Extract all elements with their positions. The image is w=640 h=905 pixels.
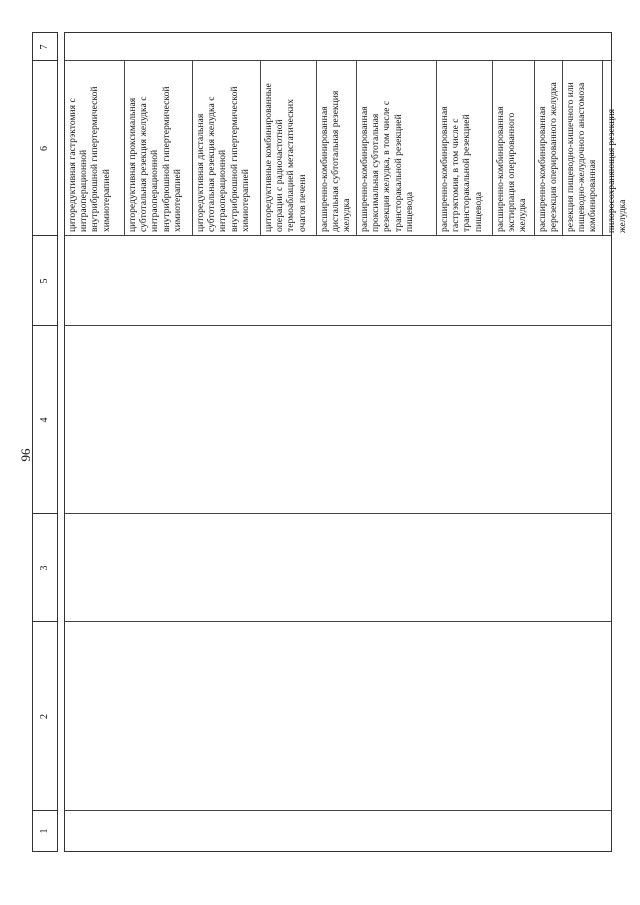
column-divider xyxy=(65,325,611,326)
procedure-item: циторедуктивная гастрэктомия с интраоперационной внутрибрюшной гипертермической химиотерапией xyxy=(65,61,125,235)
procedure-list xyxy=(65,61,611,235)
column-divider xyxy=(65,513,611,514)
column-number-2: 2 xyxy=(33,621,57,811)
column-number-header xyxy=(32,32,58,852)
procedure-item: циторедуктивная дистальная субтотальная резекция желудка с интраоперационной внутрибрюшной гипертермической химиотерапией xyxy=(193,61,261,235)
procedure-item: резекция пищеводно-кишечного или пищеводно-желудочного анастомоза комбинированная xyxy=(563,61,603,235)
procedure-item: расширенно-комбинированная гастрэктомия, в том числе с трансторакальной резекцией пищевода xyxy=(437,61,493,235)
column-number-7: 7 xyxy=(39,44,50,50)
column-number-5: 5 xyxy=(33,235,57,326)
page-number: 96 xyxy=(18,448,33,462)
column-number-4: 4 xyxy=(33,325,57,514)
procedures-table xyxy=(64,32,612,852)
procedure-item: циторедуктивные комбинированные операции с радиочастотной термоаблацией метастатических очагов печени xyxy=(261,61,317,235)
column-divider xyxy=(65,621,611,622)
column-number-6: 6 xyxy=(33,60,57,236)
procedure-item: расширенно-комбинированная дистальная субтотальная резекция желудка xyxy=(317,61,357,235)
procedure-item: расширенно-комбинированная экстирпация оперированного желудка xyxy=(493,61,535,235)
column-number-1: 1 xyxy=(33,810,57,851)
procedure-item: пилоросохраняющая резекция желудка xyxy=(606,108,629,233)
column-number-3: 3 xyxy=(33,513,57,622)
procedure-item: расширенно-комбинированная проксимальная субтотальная резекция желудка, в том числе с трансторакальной резекцией пищевода xyxy=(357,61,437,235)
column-divider xyxy=(65,235,611,236)
procedure-item: циторедуктивная проксимальная субтотальная резекция желудка с интраоперационной внутрибрюшной гипертермической химиотерапией xyxy=(125,61,193,235)
procedure-item: расширенно-комбинированная ререзекция оперированного желудка xyxy=(535,61,563,235)
column-divider xyxy=(65,810,611,811)
